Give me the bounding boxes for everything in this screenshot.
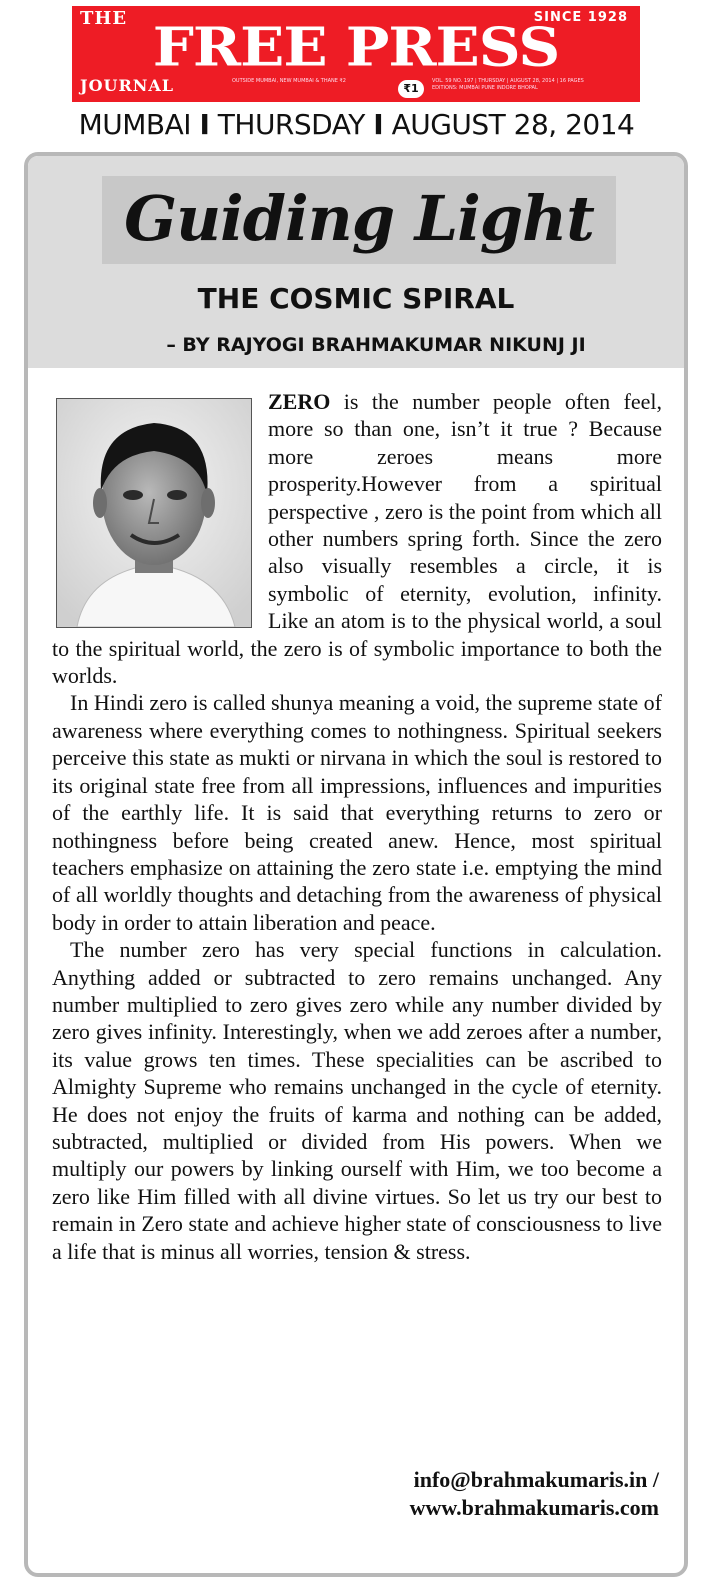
dateline (0, 108, 713, 141)
column-title-box (102, 176, 616, 264)
masthead-the: THE (80, 8, 128, 29)
dateline-separator: I (373, 108, 384, 141)
dateline-city: MUMBAI (78, 108, 192, 141)
masthead-journal: JOURNAL (80, 76, 175, 95)
contact-email[interactable]: info@brahmakumaris.in / (413, 1467, 659, 1492)
article-paragraph-3: The number zero has very special functions in calculation. Anything added or subtracted to zero remains unchanged. Any number multiplied to zero gives zero while any number divided by zero gives infinity. Interestingly, when we add zeroes after a number, its value grows ten times. These specialities can be ascribed to Almighty Supreme who remains unchanged in the cycle of eternity. He does not enjoy the fruits of karma and nothing can be added, subtracted, multiplied or divided from His powers. When we multiply our powers by linking ourself with Him, we too become a zero like Him filled with all divine virtues. So let us try our best to remain in Zero state and achieve higher state of consciousness to live a life that is minus all worries, tension & stress. (52, 937, 662, 1264)
article-header-band (28, 156, 684, 368)
dateline-day: THURSDAY (217, 108, 365, 141)
photo-spacer (52, 388, 268, 634)
contact-info (410, 1466, 659, 1522)
dateline-date: AUGUST 28, 2014 (391, 108, 635, 141)
masthead-name: FREE PRESS (152, 16, 560, 79)
masthead-fine-print-right (432, 78, 628, 100)
masthead-fine-print-left: OUTSIDE MUMBAI, NEW MUMBAI & THANE ₹2 (232, 78, 346, 84)
column-title: Guiding Light (124, 182, 594, 255)
article-headline: THE COSMIC SPIRAL (197, 282, 515, 315)
price-badge: ₹1 (398, 80, 424, 98)
contact-website[interactable]: www.brahmakumaris.com (409, 1495, 659, 1520)
masthead-editions: EDITIONS: MUMBAI PUNE INDORE BHOPAL (432, 85, 538, 91)
newspaper-masthead (72, 6, 640, 102)
article-paragraph-2: In Hindi zero is called shunya meaning a void, the supreme state of awareness where everything comes to nothingness. Spiritual seekers perceive this state as mukti or nirvana in which the soul is restored to its original state free from all impressions, influences and impurities of the earthly life. It is said that everything returns to zero or nothingness before being created anew. Hence, most spiritual teachers emphasize on attaining the zero state i.e. emptying the mind of all worldly thoughts and detaching from the awareness of physical body in order to attain liberation and peace. (52, 690, 662, 935)
masthead-issue-info: VOL. 59 NO. 197 | THURSDAY | AUGUST 28, 2014 | 16 PAGES (432, 78, 584, 84)
article-byline: – BY RAJYOGI BRAHMAKUMAR NIKUNJ JI (166, 334, 586, 356)
article-body (52, 388, 662, 1265)
lead-word: ZERO (268, 389, 331, 414)
masthead-since: SINCE 1928 (533, 10, 628, 25)
dateline-separator: I (199, 108, 210, 141)
paragraph-1-text: is the number people often feel, more so than one, isn’t it true ? Because more zeroes means more prosperity.However from a spiritual perspective , zero is the point from which all other numbers spring forth. Since the zero also visually resembles a circle, it is symbolic of eternity, evolution, infinity. Like an atom is to the physical world, a soul to the spiritual world, the zero is of symbolic importance to both the worlds. (52, 389, 662, 689)
